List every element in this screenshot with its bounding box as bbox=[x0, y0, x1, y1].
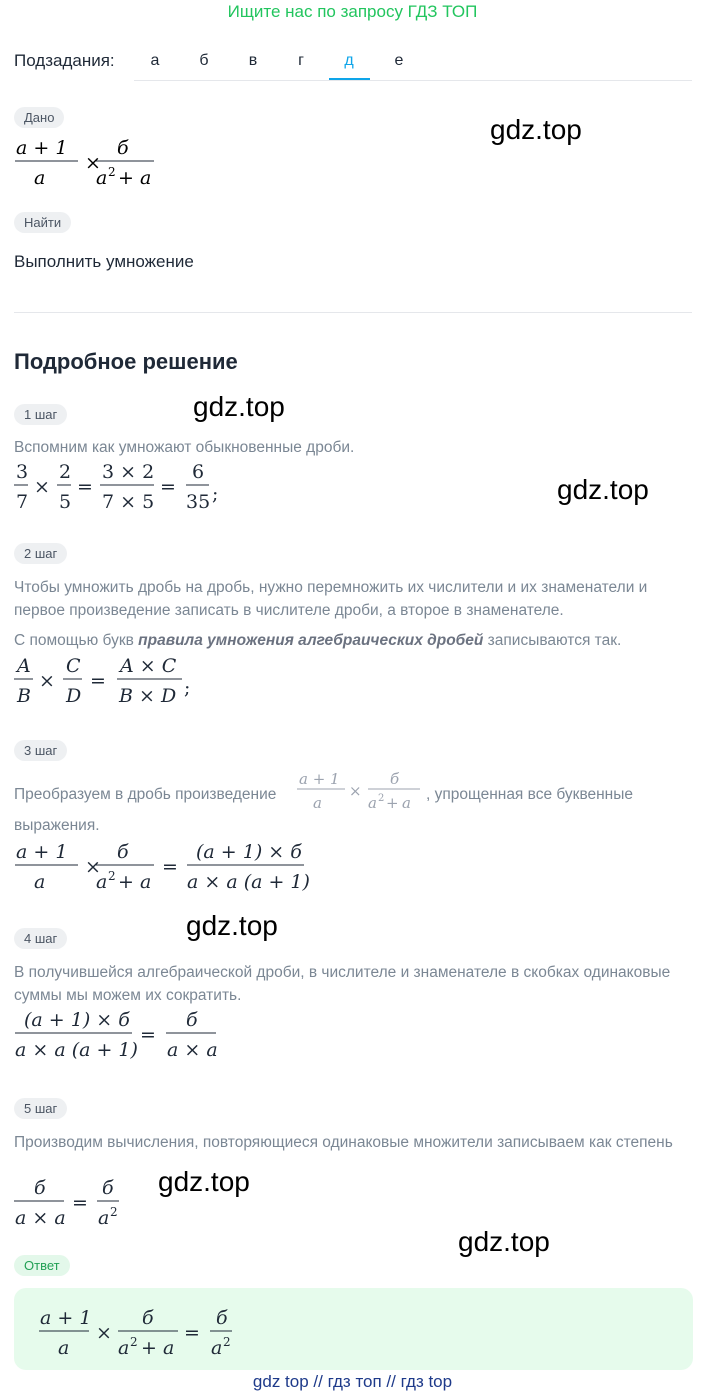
svg-text:=: = bbox=[184, 1322, 200, 1344]
watermark: gdz.top bbox=[490, 114, 582, 145]
solution-heading: Подробное решение bbox=[14, 349, 238, 374]
svg-text:+: + bbox=[118, 871, 134, 893]
tab-d[interactable]: д bbox=[344, 52, 354, 69]
svg-text:б: б bbox=[117, 841, 129, 863]
find-text: Выполнить умножение bbox=[14, 252, 194, 271]
top-banner: Ищите нас по запросу ГДЗ ТОП bbox=[227, 2, 478, 21]
svg-text:a + 1: a + 1 bbox=[16, 137, 68, 159]
step-1-expression bbox=[14, 460, 224, 516]
svg-text:б: б bbox=[34, 1177, 46, 1199]
svg-text:a × a (a + 1): a × a (a + 1) bbox=[15, 1039, 138, 1061]
svg-text:×: × bbox=[96, 1322, 112, 1344]
svg-text:a + 1: a + 1 bbox=[40, 1307, 92, 1329]
step-4-expression bbox=[14, 1008, 229, 1066]
svg-text:=: = bbox=[72, 1192, 88, 1214]
step-2-expression bbox=[14, 654, 204, 712]
svg-text:a: a bbox=[140, 167, 152, 189]
answer-expression bbox=[38, 1306, 248, 1362]
svg-text:5: 5 bbox=[59, 491, 72, 513]
svg-text:(a + 1) × б: (a + 1) × б bbox=[196, 841, 302, 863]
step-3-text-post: , упрощенная все буквенные bbox=[426, 786, 634, 803]
svg-text:a: a bbox=[58, 1337, 70, 1359]
svg-text:a × a: a × a bbox=[15, 1207, 66, 1229]
given-expression bbox=[14, 136, 174, 192]
svg-text:a: a bbox=[313, 794, 322, 812]
svg-text:+: + bbox=[386, 794, 399, 812]
svg-text:a: a bbox=[402, 794, 411, 812]
svg-text:a: a bbox=[368, 794, 377, 812]
footer-links: gdz top // гдз топ // гдз top bbox=[252, 1372, 453, 1391]
svg-text:a: a bbox=[163, 1337, 175, 1359]
svg-text:3 × 2: 3 × 2 bbox=[102, 461, 155, 483]
svg-text:×: × bbox=[85, 152, 101, 174]
svg-text:7 × 5: 7 × 5 bbox=[102, 491, 155, 513]
svg-text:a: a bbox=[211, 1337, 223, 1359]
step-4-chip: 4 шаг bbox=[14, 928, 67, 949]
svg-text:2: 2 bbox=[108, 869, 116, 883]
step-5-text: Производим вычисления, повторяющиеся одинаковые множители записываем как степень bbox=[14, 1134, 673, 1151]
svg-text:б: б bbox=[102, 1177, 114, 1199]
step-3-inline-expression bbox=[297, 769, 427, 815]
svg-text:б: б bbox=[216, 1307, 228, 1329]
svg-text:2: 2 bbox=[378, 793, 385, 804]
svg-text:б: б bbox=[142, 1307, 154, 1329]
active-tab-indicator bbox=[329, 78, 370, 80]
svg-text:a: a bbox=[34, 871, 46, 893]
svg-text:×: × bbox=[34, 476, 50, 498]
svg-text:A × C: A × C bbox=[120, 655, 177, 677]
svg-text:3: 3 bbox=[16, 461, 29, 483]
step-3-chip: 3 шаг bbox=[14, 740, 67, 761]
find-chip: Найти bbox=[14, 212, 71, 233]
svg-text:a + 1: a + 1 bbox=[16, 841, 68, 863]
svg-text:a: a bbox=[140, 871, 152, 893]
svg-text:(a + 1) × б: (a + 1) × б bbox=[24, 1009, 130, 1031]
svg-text:a: a bbox=[34, 167, 46, 189]
svg-text:7: 7 bbox=[16, 491, 29, 513]
tab-v[interactable]: в bbox=[248, 52, 258, 69]
svg-text:D: D bbox=[66, 685, 82, 707]
svg-text:B × D: B × D bbox=[119, 685, 177, 707]
svg-text:2: 2 bbox=[110, 1205, 118, 1219]
step-1-chip: 1 шаг bbox=[14, 404, 67, 425]
svg-text:×: × bbox=[349, 782, 362, 800]
watermark: gdz.top bbox=[557, 474, 649, 505]
svg-text:6: 6 bbox=[192, 461, 205, 483]
svg-text:=: = bbox=[77, 476, 93, 498]
divider bbox=[14, 312, 692, 313]
svg-text:;: ; bbox=[212, 483, 219, 505]
svg-text:2: 2 bbox=[223, 1335, 231, 1349]
svg-text:+: + bbox=[141, 1337, 157, 1359]
answer-chip: Ответ bbox=[14, 1255, 70, 1276]
svg-text:B: B bbox=[17, 685, 31, 707]
svg-text:б: б bbox=[186, 1009, 198, 1031]
watermark: gdz.top bbox=[458, 1226, 550, 1257]
subtasks-label: Подзадания: bbox=[14, 51, 115, 70]
svg-text:C: C bbox=[66, 655, 81, 677]
svg-text:2: 2 bbox=[108, 165, 116, 179]
step-2-text-2: С помощью букв правила умножения алгебраических дробей записываются так. bbox=[14, 632, 622, 649]
step-1-text: Вспомним как умножают обыкновенные дроби. bbox=[14, 439, 355, 456]
step-5-chip: 5 шаг bbox=[14, 1098, 67, 1119]
svg-text:+: + bbox=[118, 167, 134, 189]
watermark: gdz.top bbox=[158, 1166, 250, 1197]
step-5-expression bbox=[14, 1176, 134, 1232]
svg-text:2: 2 bbox=[130, 1335, 138, 1349]
svg-text:a: a bbox=[96, 167, 108, 189]
step-3-text-pre: Преобразуем в дробь произведение bbox=[14, 786, 277, 803]
svg-text:б: б bbox=[390, 770, 400, 788]
watermark: gdz.top bbox=[193, 391, 285, 422]
step-3-expression bbox=[14, 840, 314, 898]
svg-text:×: × bbox=[39, 670, 55, 692]
svg-text:a × a: a × a bbox=[167, 1039, 218, 1061]
tab-e[interactable]: е bbox=[394, 52, 404, 69]
svg-text:2: 2 bbox=[59, 461, 72, 483]
svg-text:=: = bbox=[160, 476, 176, 498]
step-2-chip: 2 шаг bbox=[14, 543, 67, 564]
svg-text:a: a bbox=[98, 1207, 110, 1229]
svg-text:35: 35 bbox=[186, 491, 211, 513]
tab-b[interactable]: б bbox=[199, 52, 209, 69]
tab-a[interactable]: а bbox=[150, 52, 160, 69]
step-4-text: В получившейся алгебраической дроби, в числителе и знаменателе в скобках одинаковые суммы мы можем их сократить. bbox=[14, 964, 671, 1004]
tab-g[interactable]: г bbox=[298, 52, 304, 69]
svg-text:=: = bbox=[162, 856, 178, 878]
svg-text:a × a (a + 1): a × a (a + 1) bbox=[187, 871, 310, 893]
svg-text:б: б bbox=[117, 137, 129, 159]
watermark: gdz.top bbox=[186, 910, 278, 941]
svg-text:a + 1: a + 1 bbox=[299, 770, 340, 788]
subtask-tabs bbox=[134, 45, 692, 81]
svg-text:A: A bbox=[17, 655, 31, 677]
step-2-text: Чтобы умножить дробь на дробь, нужно перемножить их числители и их знаменатели и первое произведение записать в числителе дроби, а второе в знаменателе. bbox=[14, 579, 648, 619]
step-3-text-line2: выражения. bbox=[14, 817, 100, 834]
svg-text:a: a bbox=[118, 1337, 130, 1359]
svg-text:;: ; bbox=[184, 677, 191, 699]
svg-text:×: × bbox=[85, 856, 101, 878]
svg-text:=: = bbox=[140, 1024, 156, 1046]
svg-text:a: a bbox=[96, 871, 108, 893]
svg-text:=: = bbox=[90, 670, 106, 692]
given-chip: Дано bbox=[14, 107, 64, 128]
